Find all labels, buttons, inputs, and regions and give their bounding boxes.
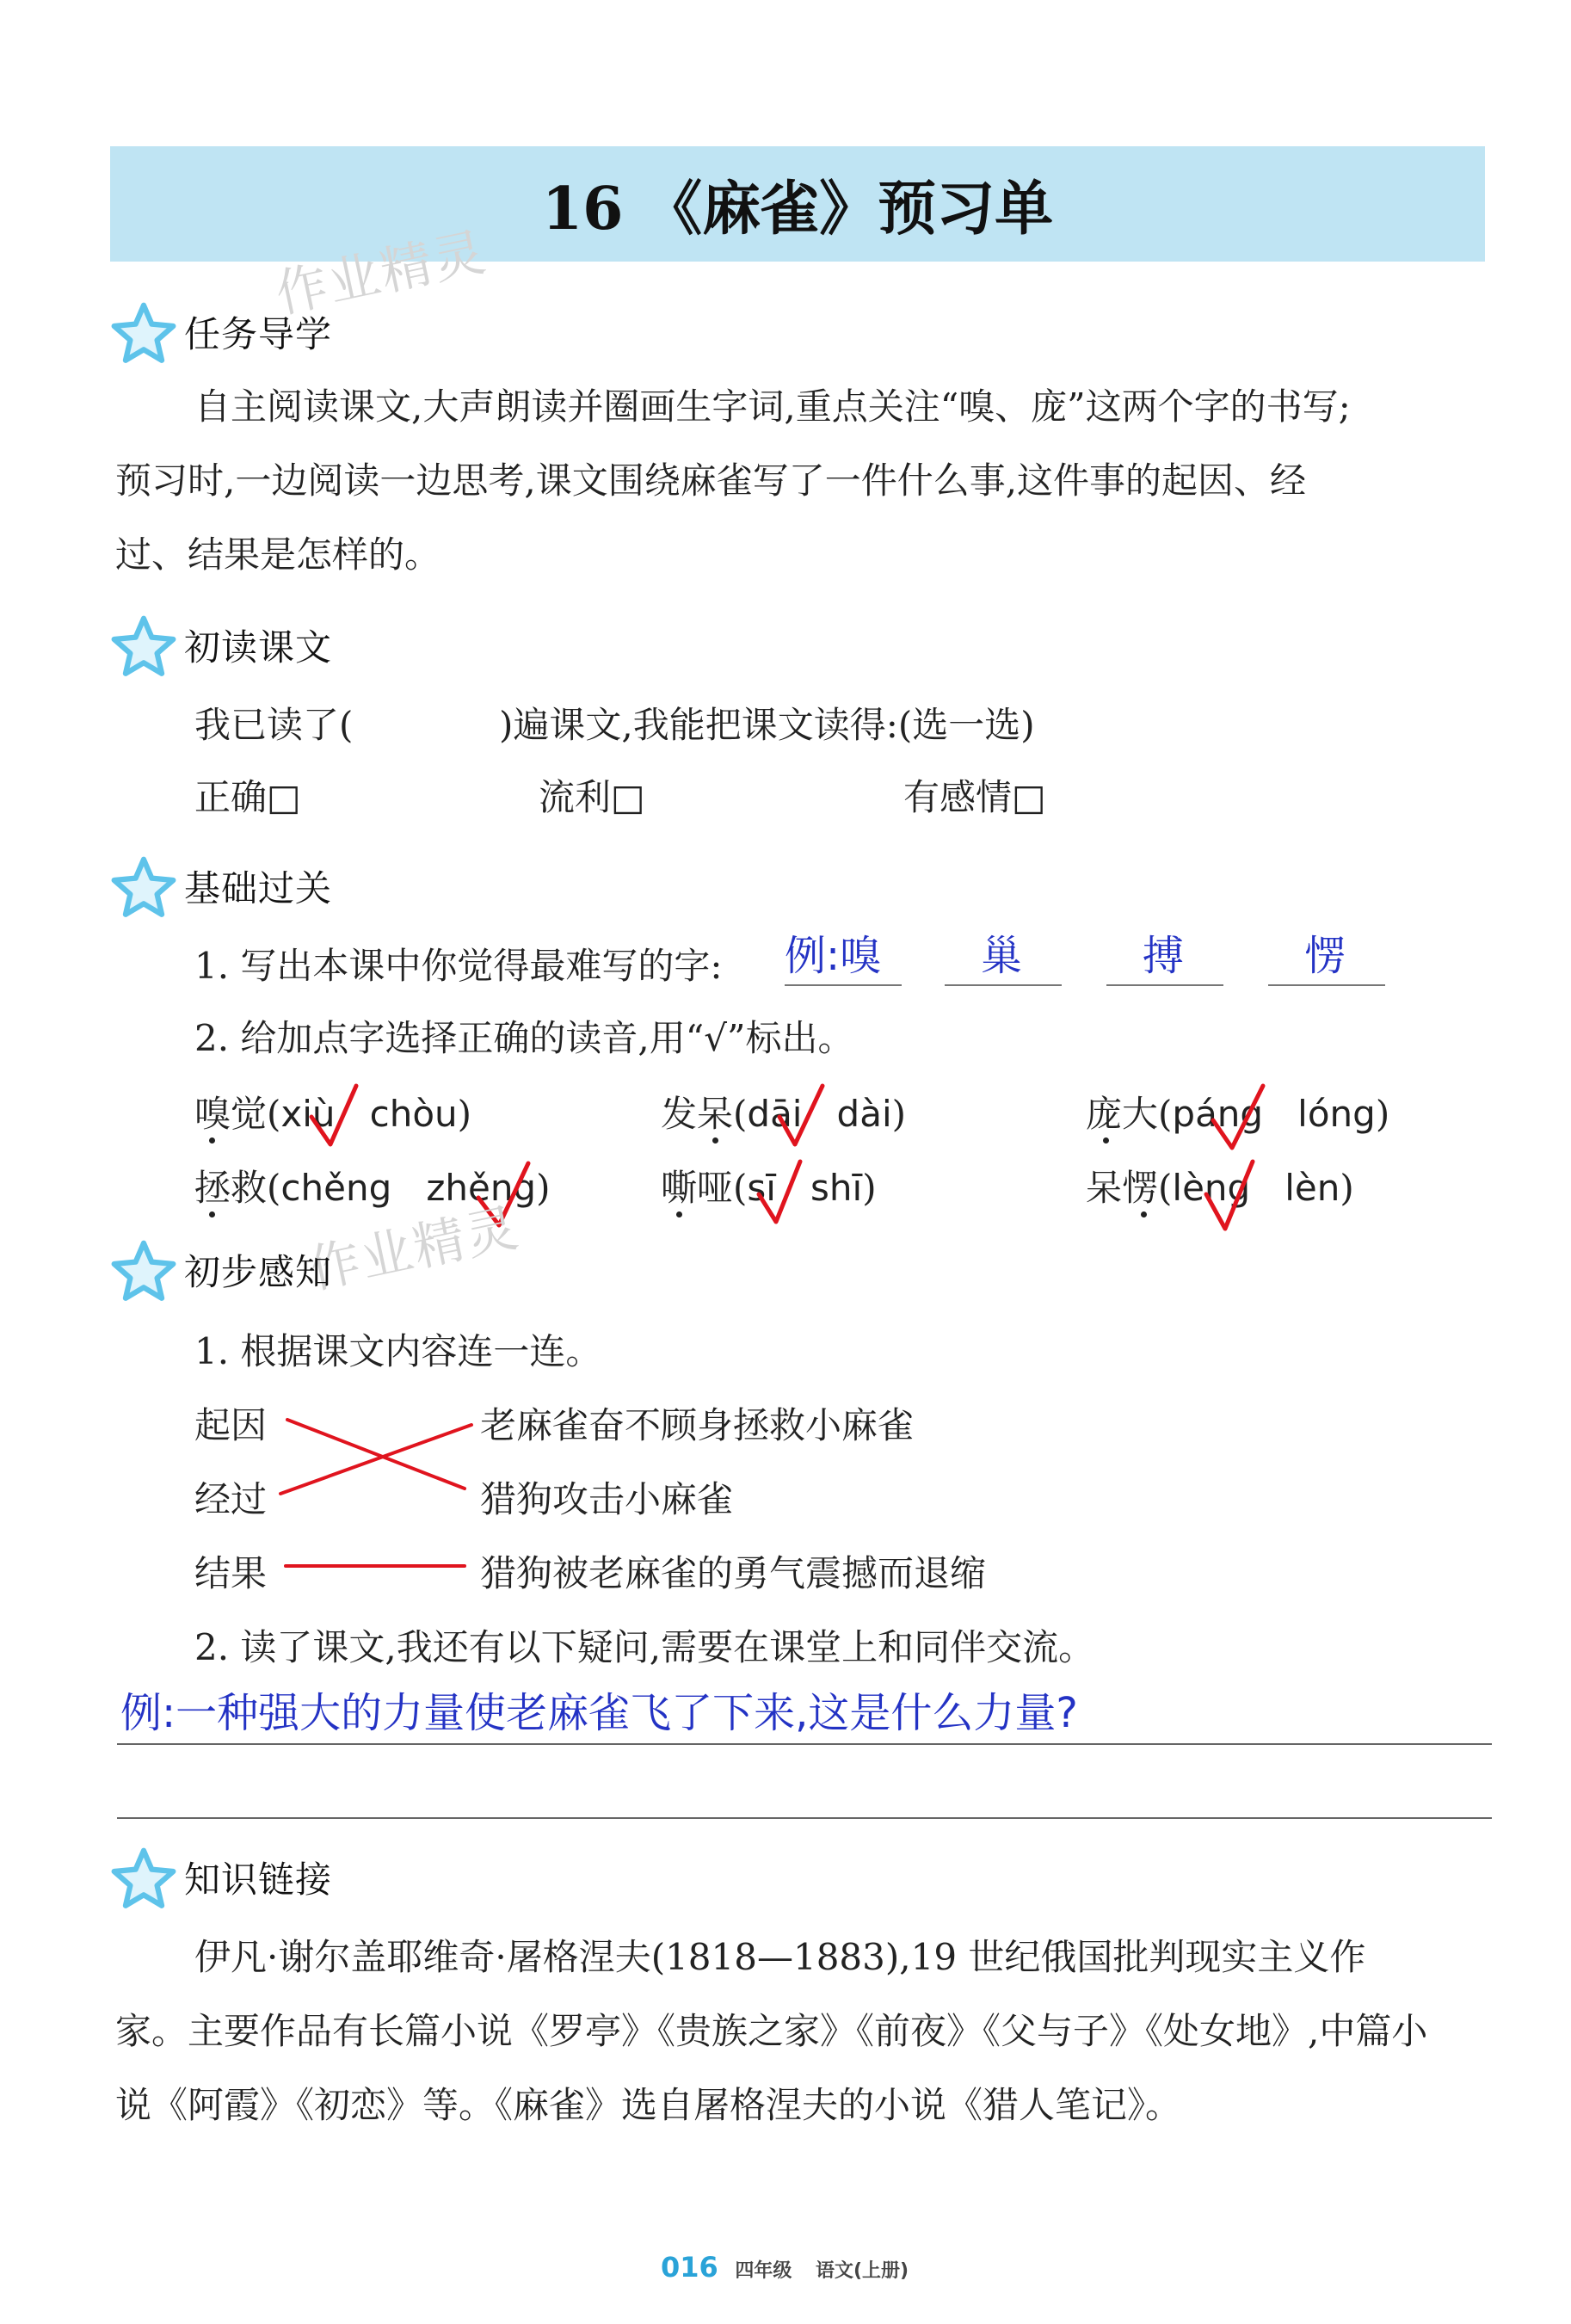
match-left-item[interactable]: 经过 [194, 1478, 268, 1520]
read-count-label-b: )遍课文,我能把课文读得:(选一选) [499, 704, 1035, 746]
text-line: 过、结果是怎样的。 [115, 533, 441, 576]
word: 呆愣 [1086, 1167, 1159, 1209]
word: 发呆 [661, 1093, 734, 1135]
watermark: 作业精灵 [303, 1197, 525, 1301]
page-title: 16 《麻雀》预习单 [541, 174, 1054, 243]
text-line: 自主阅读课文,大声朗读并圈画生字词,重点关注“嗅、庞”这两个字的书写; [194, 385, 1351, 428]
word: 嗅觉 [194, 1093, 268, 1135]
question-pinyin: 2. 给加点字选择正确的读音,用“√”标出。 [194, 1017, 854, 1059]
match-line [287, 1420, 465, 1489]
pinyin-item: 拯救(chěng zhěng) [194, 1167, 551, 1209]
option-fluent[interactable]: 流利□ [539, 776, 645, 818]
pinyin-option[interactable]: sī [747, 1167, 776, 1209]
pinyin-option[interactable]: lóng [1297, 1093, 1376, 1135]
section-title: 知识链接 [184, 1859, 333, 1901]
text-line: 伊凡·谢尔盖耶维奇·屠格涅夫(1818—1883),19 世纪俄国批判现实主义作 [194, 1936, 1366, 1978]
option-correct[interactable]: 正确□ [194, 776, 301, 818]
pinyin-item: 庞大(páng lóng) [1086, 1093, 1390, 1135]
subject-label: 语文(上册) [815, 2260, 909, 2282]
match-right-item[interactable]: 猎狗被老麻雀的勇气震撼而退缩 [480, 1552, 987, 1594]
grade-label: 四年级 [735, 2260, 792, 2282]
pinyin-item: 呆愣(lèng lèn) [1086, 1167, 1354, 1209]
text-line: 预习时,一边阅读一边思考,课文围绕麻雀写了一件什么事,这件事的起因、经 [115, 459, 1307, 502]
section-title: 基础过关 [184, 867, 333, 909]
pinyin-option[interactable]: lèng [1172, 1167, 1251, 1209]
section-title: 初步感知 [184, 1251, 333, 1293]
match-line [280, 1425, 471, 1494]
answer-line[interactable] [117, 1743, 1492, 1745]
word: 庞大 [1086, 1093, 1159, 1135]
pinyin-option[interactable]: shī [810, 1167, 863, 1209]
option-emotional[interactable]: 有感情□ [903, 776, 1046, 818]
pinyin-option[interactable]: lèn [1285, 1167, 1340, 1209]
handwritten-answer: 巢 [981, 932, 1023, 980]
pinyin-option[interactable]: chòu [369, 1093, 458, 1135]
pinyin-item: 嗅觉(xiù chòu) [194, 1093, 472, 1135]
match-left-item[interactable]: 起因 [194, 1404, 268, 1446]
word: 嘶哑 [661, 1167, 734, 1209]
handwritten-answer: 搏 [1143, 932, 1185, 980]
match-right-item[interactable]: 猎狗攻击小麻雀 [480, 1478, 734, 1520]
match-right-item[interactable]: 老麻雀奋不顾身拯救小麻雀 [480, 1404, 915, 1446]
pinyin-option[interactable]: páng [1172, 1093, 1264, 1135]
section-knowledge-heading [110, 1846, 332, 1908]
pinyin-option[interactable]: xiù [280, 1093, 336, 1135]
watermark: 作业精灵 [270, 221, 492, 325]
footer [661, 2251, 909, 2284]
star-icon [110, 1846, 177, 1908]
page-number: 016 [661, 2251, 718, 2284]
pinyin-item: 嘶哑(sī shī) [661, 1167, 877, 1209]
question-doubts: 2. 读了课文,我还有以下疑问,需要在课堂上和同伴交流。 [194, 1626, 1095, 1668]
answer-line[interactable] [117, 1817, 1492, 1819]
question-hard-char: 1. 写出本课中你觉得最难写的字: [194, 945, 723, 987]
read-count-label-a: 我已读了( [194, 704, 354, 746]
text-line: 说《阿霞》《初恋》等。《麻雀》选自屠格涅夫的小说《猎人笔记》。 [115, 2084, 1182, 2126]
handwritten-answer: 例:嗅 [785, 932, 882, 980]
pinyin-option[interactable]: zhěng [426, 1167, 537, 1209]
pinyin-option[interactable]: dài [836, 1093, 892, 1135]
text-line: 家。主要作品有长篇小说《罗亭》《贵族之家》《前夜》《父与子》《处女地》,中篇小 [115, 2010, 1428, 2052]
handwritten-answer: 愣 [1304, 932, 1346, 980]
pinyin-item: 发呆(dāi dài) [661, 1093, 907, 1135]
section-title: 任务导学 [184, 313, 333, 355]
word: 拯救 [194, 1167, 268, 1209]
handwritten-question: 例:一种强大的力量使老麻雀飞了下来,这是什么力量? [120, 1689, 1078, 1737]
match-left-item[interactable]: 结果 [194, 1552, 268, 1594]
question-match: 1. 根据课文内容连一连。 [194, 1330, 602, 1372]
section-title: 初读课文 [184, 626, 333, 669]
pinyin-option[interactable]: dāi [747, 1093, 803, 1135]
knowledge-paragraph [115, 1920, 1492, 2142]
pinyin-option[interactable]: chěng [280, 1167, 392, 1209]
